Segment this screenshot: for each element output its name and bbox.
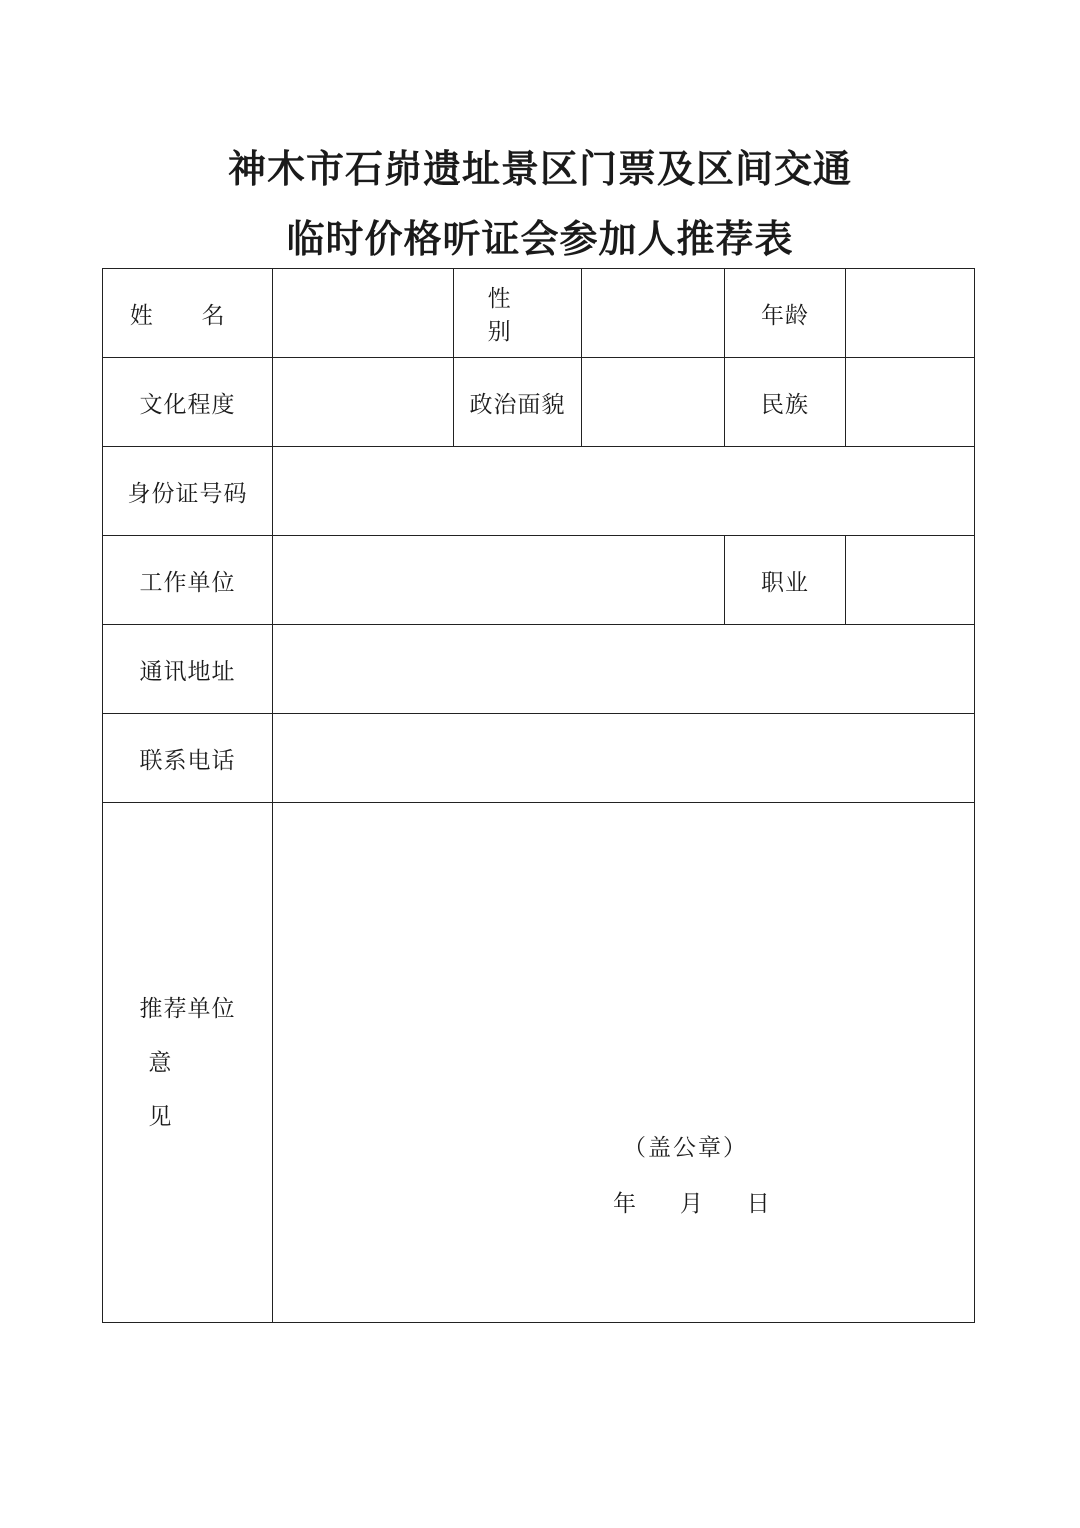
form-row-education	[103, 358, 975, 447]
form-row-basic	[103, 269, 975, 358]
occupation-field[interactable]	[846, 536, 975, 625]
form-row-id	[103, 447, 975, 536]
name-label: 姓 名	[103, 269, 273, 358]
education-field[interactable]	[273, 358, 454, 447]
recommendation-label	[103, 803, 273, 1323]
political-status-label: 政治面貌	[454, 358, 582, 447]
date-day-label: 日	[746, 1191, 770, 1217]
name-field[interactable]	[273, 269, 454, 358]
gender-field[interactable]	[582, 269, 725, 358]
form-title-line-2: 临时价格听证会参加人推荐表	[286, 216, 794, 261]
ethnicity-field[interactable]	[846, 358, 975, 447]
id-number-field[interactable]	[273, 447, 975, 536]
occupation-label: 职业	[725, 536, 846, 625]
age-field[interactable]	[846, 269, 975, 358]
recommendation-label-line-1: 推荐单位	[139, 995, 236, 1022]
id-number-label: 身份证号码	[103, 447, 273, 536]
workplace-label: 工作单位	[103, 536, 273, 625]
recommendation-label-line-2: 意 见	[148, 1049, 227, 1130]
recommendation-opinion-field[interactable]	[273, 803, 975, 1323]
ethnicity-label: 民族	[725, 358, 846, 447]
official-seal-note: （盖公章）	[623, 1135, 748, 1161]
form-row-address	[103, 625, 975, 714]
recommendation-form-table	[102, 268, 975, 1323]
phone-field[interactable]	[273, 714, 975, 803]
address-label: 通讯地址	[103, 625, 273, 714]
address-field[interactable]	[273, 625, 975, 714]
age-label: 年龄	[725, 269, 846, 358]
workplace-field[interactable]	[273, 536, 725, 625]
political-status-field[interactable]	[582, 358, 725, 447]
date-line	[613, 1185, 770, 1218]
form-row-phone	[103, 714, 975, 803]
form-title-line-1: 神木市石峁遗址景区门票及区间交通	[227, 146, 852, 191]
phone-label: 联系电话	[103, 714, 273, 803]
date-month-label: 月	[679, 1191, 703, 1217]
education-label: 文化程度	[103, 358, 273, 447]
gender-label: 性 别	[454, 269, 582, 358]
date-year-label: 年	[613, 1191, 636, 1217]
form-row-recommendation	[103, 803, 975, 1323]
form-row-work	[103, 536, 975, 625]
